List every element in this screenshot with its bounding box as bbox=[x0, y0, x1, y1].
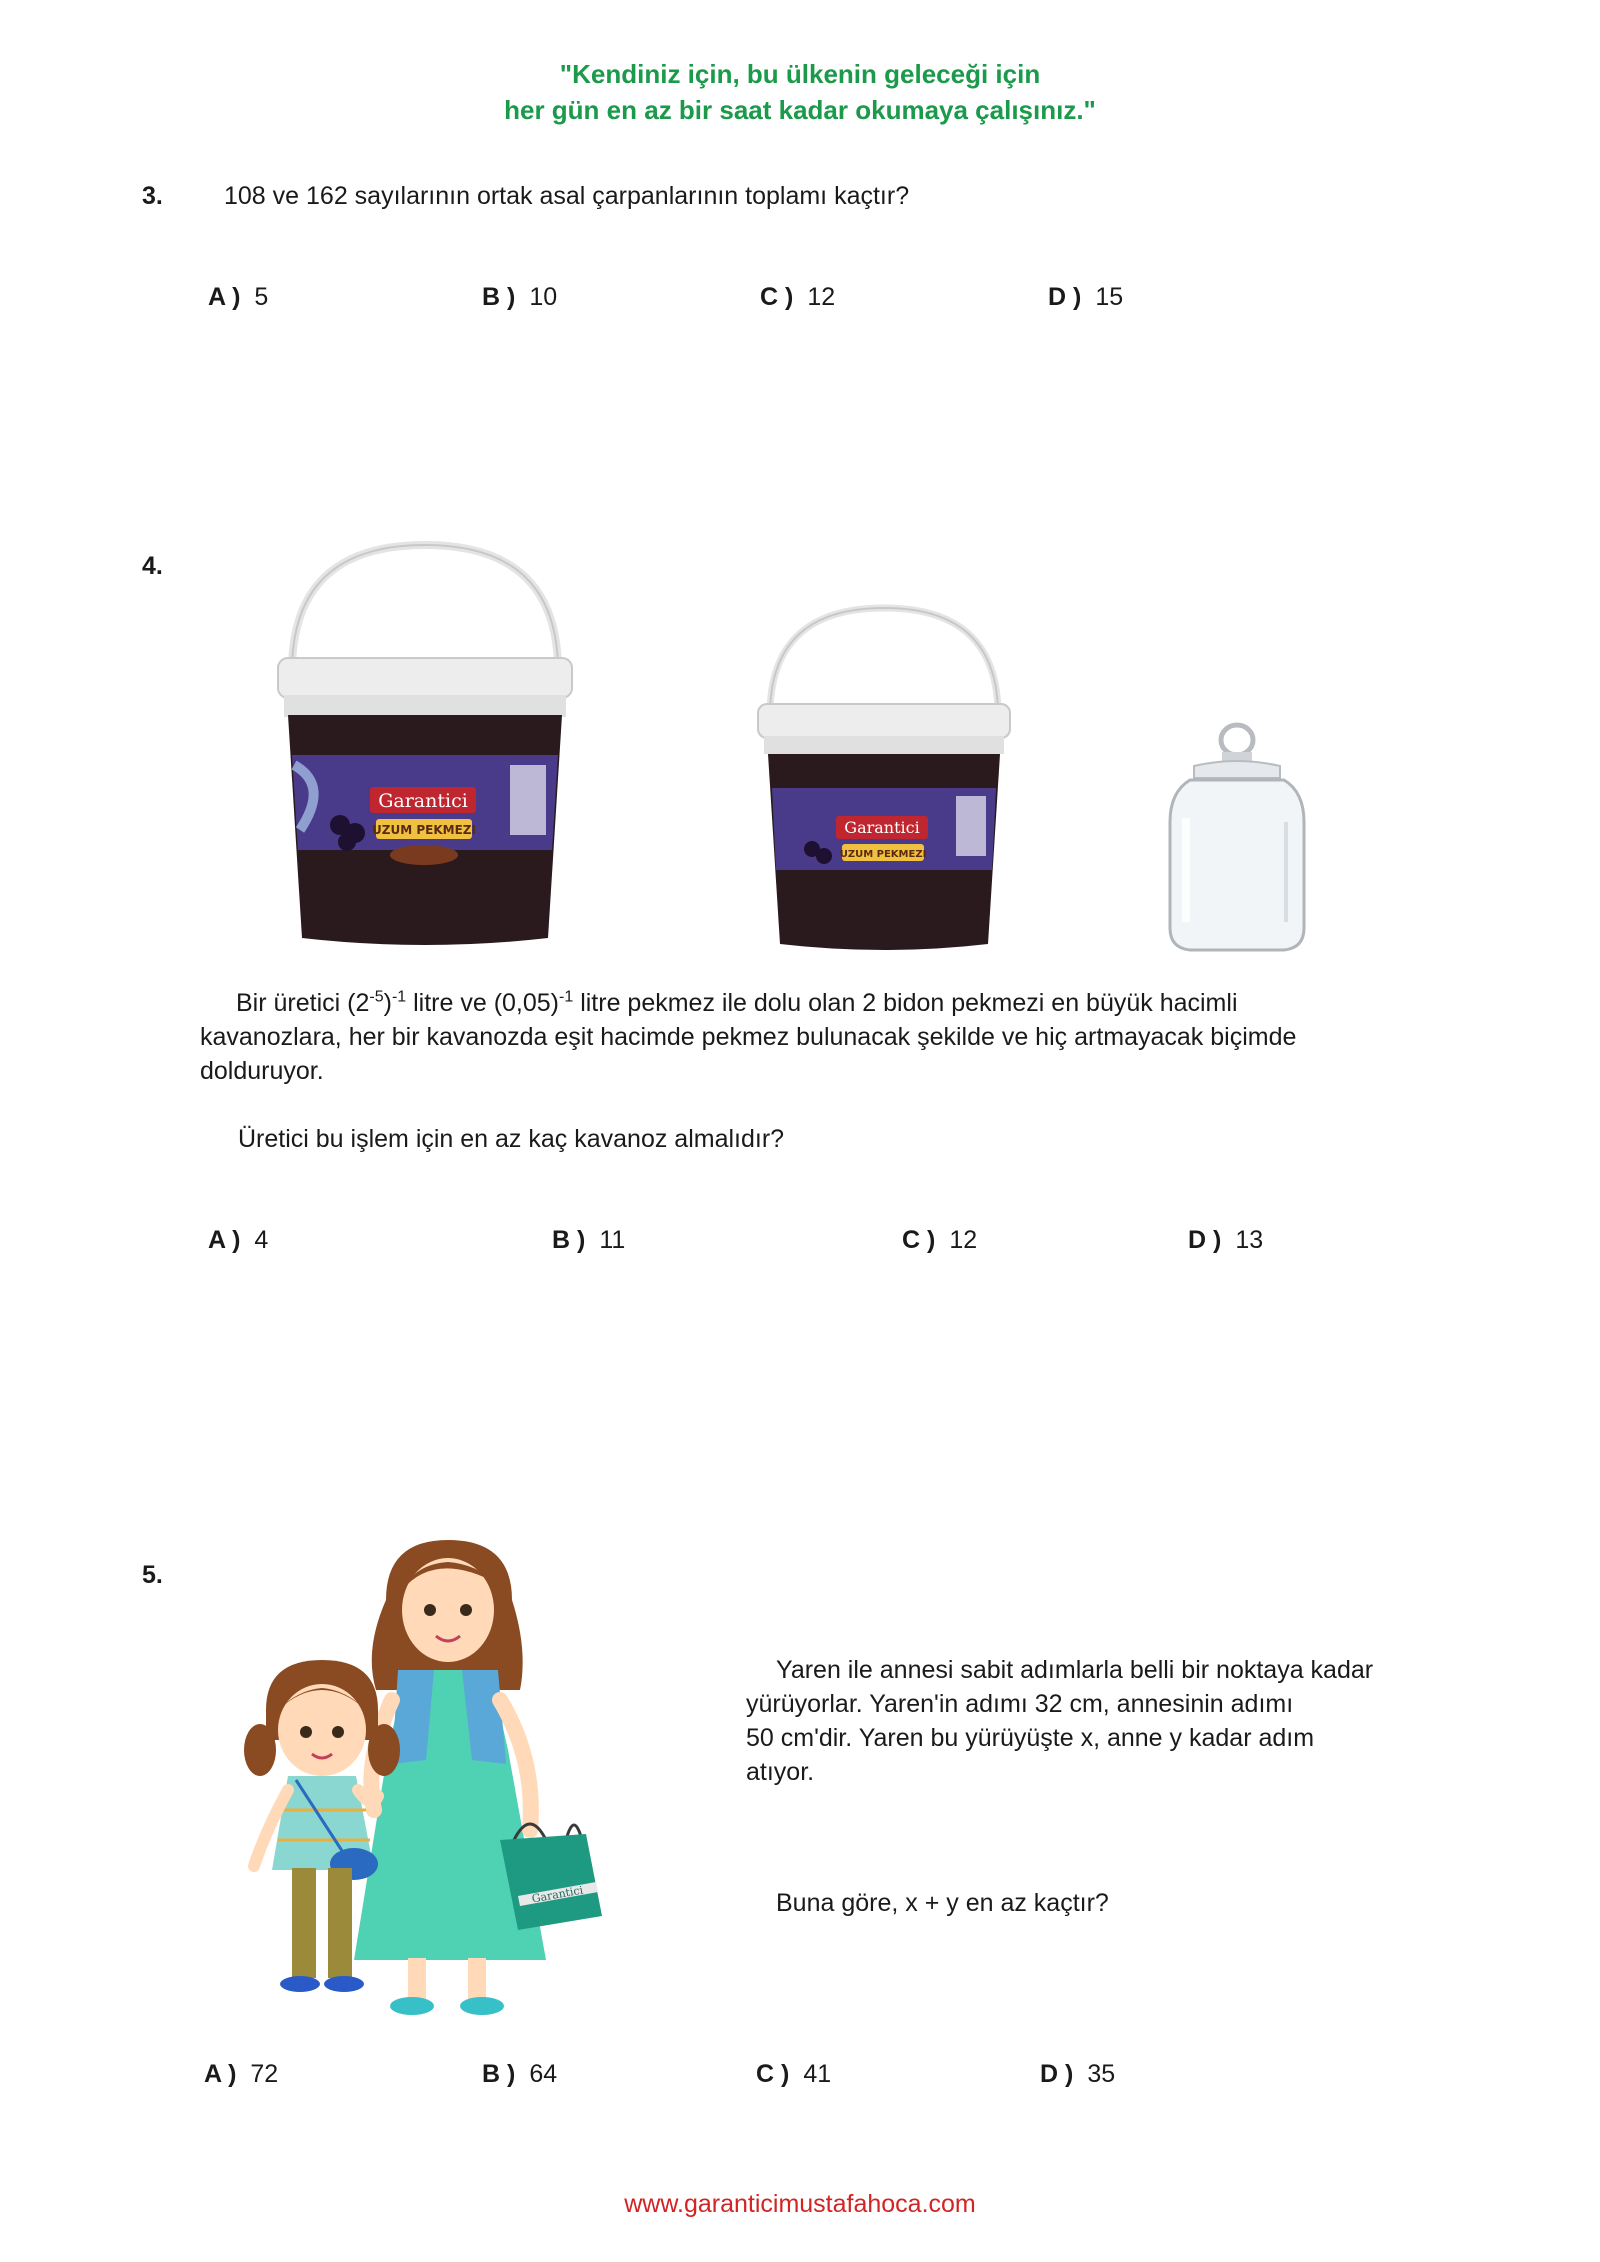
q3-option-a[interactable] bbox=[208, 283, 268, 312]
q5-text-line-1: Yaren ile annesi sabit adımlarla belli bir noktaya kadar bbox=[776, 1656, 1374, 1684]
q4-text-line-2: kavanozlara, her bir kavanozda eşit hacimde pekmez bulunacak şekilde ve hiç artmayacak biçimde bbox=[200, 1023, 1297, 1051]
q3-option-c-value: 12 bbox=[807, 283, 836, 311]
large-bucket-brand: Garantici bbox=[378, 790, 468, 812]
q4-option-b-value: 11 bbox=[599, 1226, 626, 1254]
q5-option-d[interactable] bbox=[1040, 2060, 1115, 2089]
q4-option-c-letter: C ) bbox=[902, 1226, 936, 1254]
small-bucket-product: UZUM PEKMEZI bbox=[839, 849, 927, 860]
q4-option-b[interactable] bbox=[552, 1226, 625, 1255]
q5-text-line-2: yürüyorlar. Yaren'in adımı 32 cm, annesinin adımı bbox=[746, 1690, 1294, 1718]
q4-option-d[interactable] bbox=[1188, 1226, 1263, 1255]
q4-option-c[interactable] bbox=[902, 1226, 977, 1255]
small-pekmez-bucket-image bbox=[752, 604, 1016, 956]
question-3-number: 3. bbox=[142, 182, 163, 210]
q4-option-a-value: 4 bbox=[254, 1226, 269, 1254]
q4-text-line-3: dolduruyor. bbox=[200, 1057, 324, 1085]
q3-option-c[interactable] bbox=[760, 283, 835, 312]
glass-jar-image bbox=[1164, 722, 1310, 954]
q4-option-a[interactable] bbox=[208, 1226, 268, 1255]
q4-text-part-b: litre ve (0,05) bbox=[406, 989, 560, 1017]
q5-option-c-value: 41 bbox=[803, 2060, 832, 2088]
q5-option-a[interactable] bbox=[204, 2060, 278, 2089]
q5-text-line-4: atıyor. bbox=[746, 1758, 815, 1786]
q5-option-b-letter: B ) bbox=[482, 2060, 516, 2088]
question-5-number: 5. bbox=[142, 1561, 163, 1589]
small-bucket-brand: Garantici bbox=[844, 818, 920, 837]
q4-text-part-a: Bir üretici (2 bbox=[236, 989, 370, 1017]
q3-option-b-letter: B ) bbox=[482, 283, 516, 311]
q3-option-d-letter: D ) bbox=[1048, 283, 1082, 311]
q3-option-a-value: 5 bbox=[254, 283, 269, 311]
q4-option-a-letter: A ) bbox=[208, 1226, 241, 1254]
header-quote bbox=[0, 56, 1600, 128]
quote-line-2: her gün en az bir saat kadar okumaya çalışınız." bbox=[504, 95, 1096, 125]
q5-question: Buna göre, x + y en az kaçtır? bbox=[776, 1889, 1109, 1917]
question-3-text: 108 ve 162 sayılarının ortak asal çarpanlarının toplamı kaçtır? bbox=[224, 182, 910, 210]
q5-option-a-letter: A ) bbox=[204, 2060, 237, 2088]
question-4-number: 4. bbox=[142, 552, 163, 580]
q4-question: Üretici bu işlem için en az kaç kavanoz almalıdır? bbox=[238, 1125, 785, 1153]
q5-option-b-value: 64 bbox=[529, 2060, 558, 2088]
q5-option-c[interactable] bbox=[756, 2060, 831, 2089]
q5-text-line-3: 50 cm'dir. Yaren bu yürüyüşte x, anne y kadar adım bbox=[746, 1724, 1315, 1752]
q4-option-b-letter: B ) bbox=[552, 1226, 586, 1254]
q5-option-c-letter: C ) bbox=[756, 2060, 790, 2088]
q3-option-d[interactable] bbox=[1048, 283, 1123, 312]
large-pekmez-bucket-image bbox=[270, 540, 580, 950]
q5-option-d-value: 35 bbox=[1087, 2060, 1116, 2088]
q3-option-a-letter: A ) bbox=[208, 283, 241, 311]
q3-option-b-value: 10 bbox=[529, 283, 558, 311]
q4-text-part-c: litre pekmez ile dolu olan 2 bidon pekmezi en büyük hacimli bbox=[573, 989, 1238, 1017]
q3-option-d-value: 15 bbox=[1095, 283, 1124, 311]
q4-text-line-1: Bir üretici $(2^{-5})^{-1}$ litre ve $(0,05)^{-1}$ litre pekmez ile dolu olan 2 bidon pekmezi en büyük hacimli bbox=[236, 988, 1238, 1017]
bag-brand: Garantici bbox=[530, 1883, 585, 1906]
q5-option-a-value: 72 bbox=[250, 2060, 279, 2088]
q4-exponent-a: -5 bbox=[369, 988, 384, 1006]
q5-option-b[interactable] bbox=[482, 2060, 557, 2089]
q4-option-d-value: 13 bbox=[1235, 1226, 1264, 1254]
quote-line-1: "Kendiniz için, bu ülkenin geleceği için bbox=[559, 59, 1041, 89]
footer-url[interactable]: www.garanticimustafahoca.com bbox=[624, 2190, 976, 2218]
q4-exponent-c: -1 bbox=[559, 988, 574, 1006]
mother-daughter-illustration bbox=[236, 1540, 686, 2018]
q4-exponent-b: -1 bbox=[391, 988, 407, 1006]
q4-option-d-letter: D ) bbox=[1188, 1226, 1222, 1254]
q3-option-c-letter: C ) bbox=[760, 283, 794, 311]
large-bucket-product: UZUM PEKMEZI bbox=[372, 823, 476, 837]
q4-option-c-value: 12 bbox=[949, 1226, 978, 1254]
q5-option-d-letter: D ) bbox=[1040, 2060, 1074, 2088]
q3-option-b[interactable] bbox=[482, 283, 557, 312]
